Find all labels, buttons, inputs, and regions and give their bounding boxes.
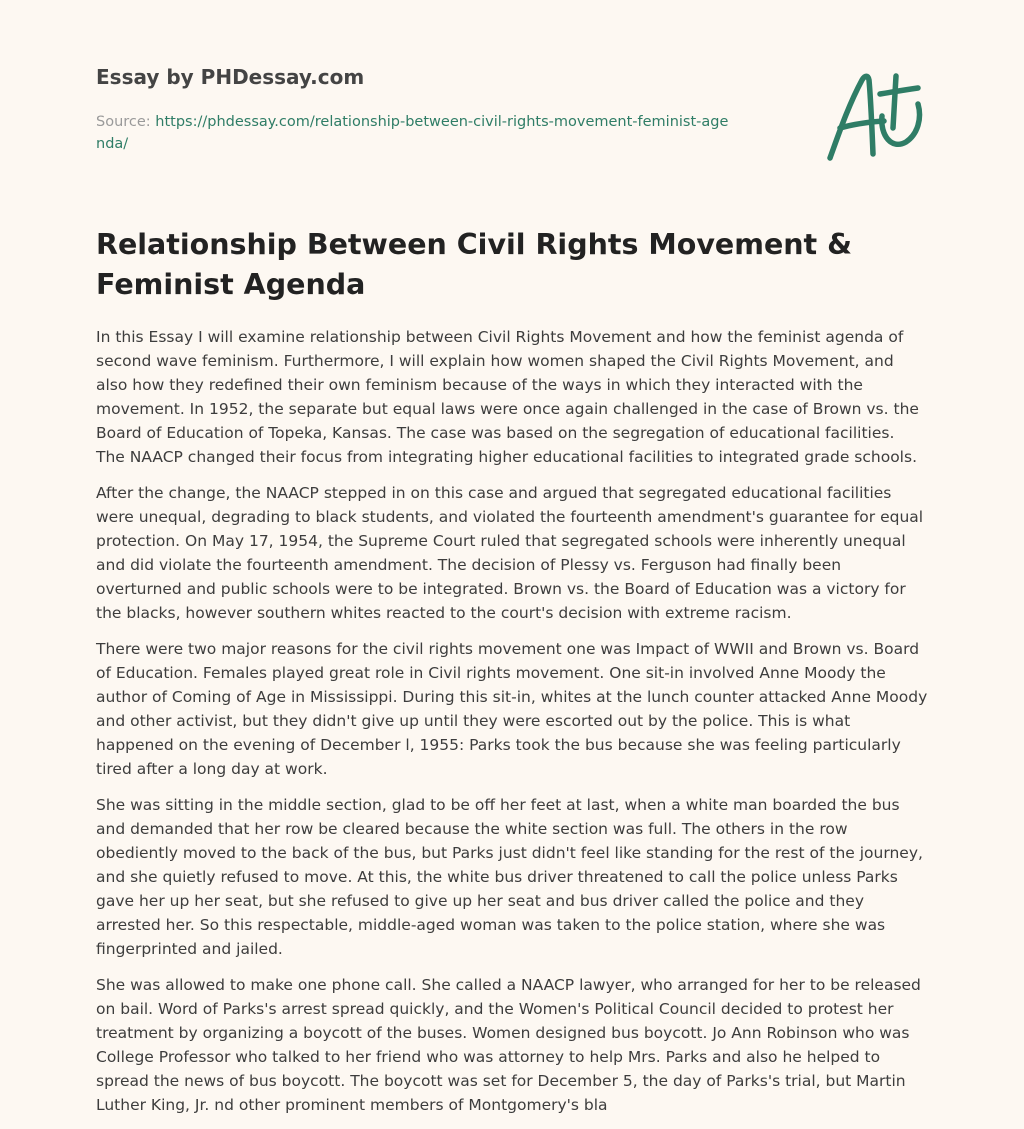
paragraph: She was allowed to make one phone call. She called a NAACP lawyer, who arranged for her to be released on bail. Word of Parks's arrest spread quickly, and the Women's Political Council decided to protest her treatment by organizing a boycott of the buses. Women designed bus boycott. Jo Ann Robinson who was College Professor who talked to her friend who was attorney to help Mrs. Parks and also he helped to spread the news of bus boycott. The boycott was set for December 5, the day of Parks's trial, but Martin Luther King, Jr. nd other prominent members of Montgomery's bla bbox=[96, 976, 921, 1114]
paragraph: In this Essay I will examine relationship between Civil Rights Movement and how the feminist agenda of second wave feminism. Furthermore, I will explain how women shaped the Civil Rights Movement, and also how they redefined their own feminism because of the ways in which they interacted with the movement. In 1952, the separate but equal laws were once again challenged in the case of Brown vs. the Board of Education of Topeka, Kansas. The case was based on the segregation of educational facilities. The NAACP changed their focus from integrating higher educational facilities to integrated grade schools. bbox=[96, 328, 919, 466]
paragraph: There were two major reasons for the civil rights movement one was Impact of WWII and Brown vs. Board of Education. Females played great role in Civil rights movement. One sit-in involved Anne Moody the author of Coming of Age in Mississippi. During this sit-in, whites at the lunch counter attacked Anne Moody and other activist, but they didn't give up until they were escorted out by the police. This is what happened on the evening of December l, 1955: Parks took the bus because she was feeling particularly tired after a long day at work. bbox=[96, 640, 928, 778]
paragraph: After the change, the NAACP stepped in on this case and argued that segregated educational facilities were unequal, degrading to black students, and violated the fourteenth amendment's guarantee for equal protection. On May 17, 1954, the Supreme Court ruled that segregated schools were inherently unequal and did violate the fourteenth amendment. The decision of Plessy vs. Ferguson had finally been overturned and public schools were to be integrated. Brown vs. the Board of Education was a victory for the blacks, however southern whites reacted to the court's decision with extreme racism. bbox=[96, 484, 924, 622]
site-brand: Essay by PHDessay.com bbox=[96, 65, 365, 89]
a-letter-left-stroke bbox=[830, 76, 873, 158]
swoosh-stroke bbox=[882, 104, 920, 144]
paragraph: She was sitting in the middle section, glad to be off her feet at last, when a white man boarded the bus and demanded that her row be cleared because the white section was full. The others in the row obediently moved to the back of the bus, but Parks just didn't feel like standing for the rest of the journey, and she quietly refused to move. At this, the white bus driver threatened to call the police unless Parks gave her up her seat, but she refused to give up her seat and bus driver called the police and they arrested her. So this respectable, middle-aged woman was taken to the police station, where she was fingerprinted and jailed. bbox=[96, 796, 923, 958]
plus-horizontal-stroke bbox=[880, 88, 918, 94]
plus-vertical-stroke bbox=[893, 76, 896, 128]
essay-title: Relationship Between Civil Rights Movement & Feminist Agenda bbox=[96, 228, 852, 301]
essay-body bbox=[96, 325, 928, 1129]
source-line bbox=[96, 111, 736, 155]
source-link[interactable]: https://phdessay.com/relationship-between-civil-rights-movement-feminist-agenda/ bbox=[96, 114, 729, 152]
a-letter-crossbar bbox=[840, 121, 884, 128]
a-plus-grade-icon bbox=[822, 66, 932, 166]
source-label: Source: bbox=[96, 114, 156, 130]
